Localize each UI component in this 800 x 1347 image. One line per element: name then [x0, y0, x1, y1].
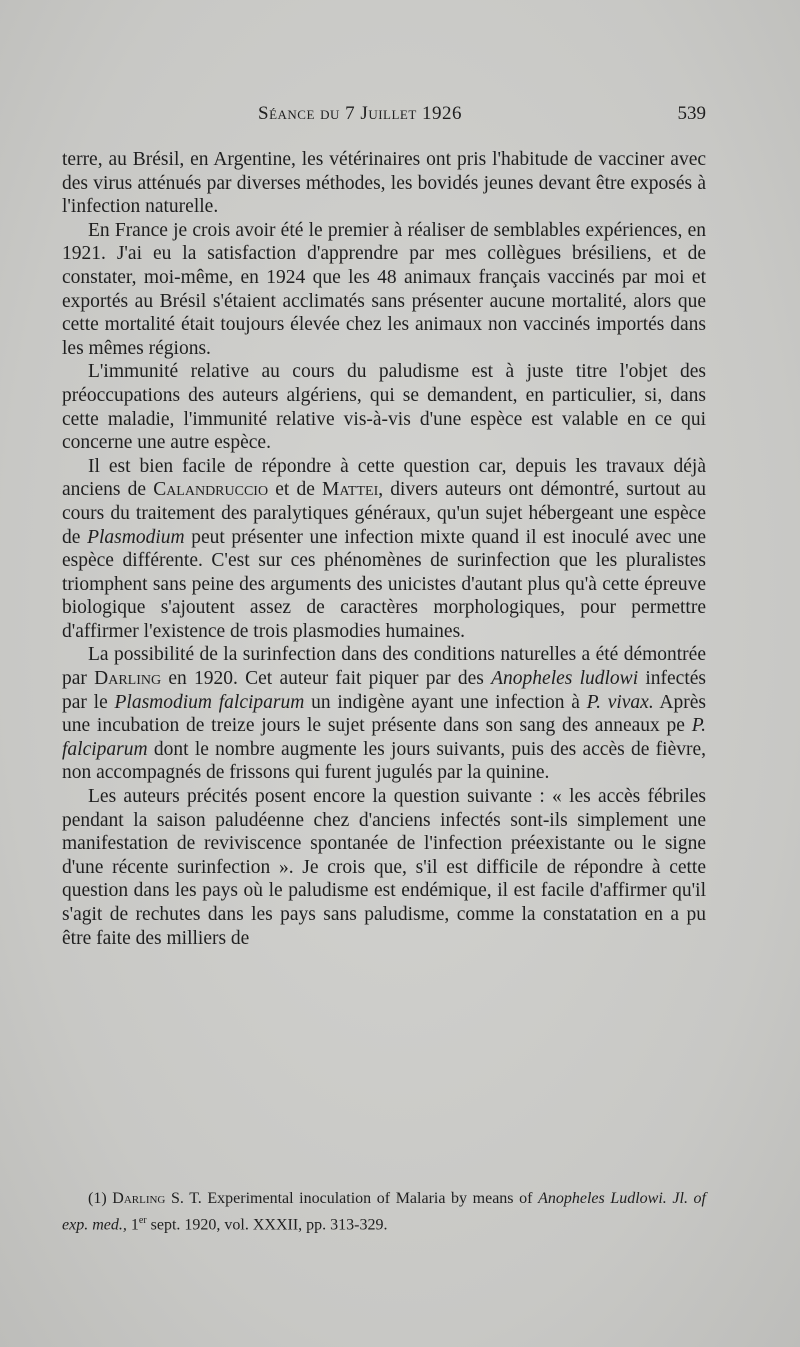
author-name-mattei: Mattei — [322, 479, 379, 501]
p5-text-c: infectés par le — [62, 668, 706, 713]
species-p-vivax: P. vivax. — [586, 691, 654, 713]
page-header — [62, 97, 706, 131]
paragraph-1: terre, au Brésil, en Argentine, les vétérinaires ont pris l'habitude de vacciner avec des virus atténués par diverses méthodes, les bovidés jeunes devant être exposés à l'infection naturelle. — [62, 149, 706, 218]
paragraph-3: L'immunité relative au cours du paludisme est à juste titre l'objet des préoccupations des auteurs algériens, qui se demandent, en particulier, si, dans cette maladie, l'immunité relative vis-à-vis d'une espèce est valable en ce qui concerne une autre espèce. — [62, 361, 706, 454]
footnote-marker: (1) — [88, 1190, 113, 1207]
footnote-author: Darling — [112, 1190, 166, 1207]
paragraph-5 — [62, 643, 706, 785]
paragraph-6: Les auteurs précités posent encore la question suivante : « les accès fébriles pendant la saison paludéenne chez d'anciens infectés sont-ils simplement une manifestation de reviviscence spontanée de l'infection préexistante ou le signe d'une récente surinfection ». Je crois que, s'il est difficile de répondre à cette question dans les pays où le paludisme est endémique, il est facile d'affirmer qu'il s'agit de rechutes dans les pays sans paludisme, comme la constatation en a pu être faite des milliers de — [62, 786, 706, 949]
p5-text-b: en 1920. Cet auteur fait piquer par des — [161, 668, 492, 690]
p5-text-f: dont le nombre augmente les jours suivants, puis des accès de fièvre, non accompagnés de frissons qui furent jugulés par la quinine. — [62, 738, 706, 784]
footnote-journal: Anopheles Ludlowi. Jl. of exp. med., — [62, 1190, 706, 1234]
species-anopheles-ludlowi: Anopheles ludlowi — [491, 668, 639, 690]
species-plasmodium-falciparum: Plasmodium falciparum — [114, 691, 305, 713]
footnote-text-a: S. T. Experimental inoculation of Malaria by means of — [165, 1190, 539, 1207]
p4-text-c: , divers auteurs ont démontré, surtout au cours du traitement des paralytiques généraux, qu'un sujet hébergeant une espèce de — [62, 479, 706, 548]
author-name-darling: Darling — [94, 668, 162, 690]
footnote-superscript: er — [138, 1215, 147, 1226]
species-p-falciparum: P. falciparum — [62, 715, 706, 760]
footnote-text-c: sept. 1920, vol. XXXII, pp. 313-329. — [146, 1216, 388, 1234]
footnote-text-b: 1 — [126, 1216, 139, 1234]
p4-text-d: peut présenter une infection mixte quand il est inoculé avec une espèce différente. C'est sur ces phénomènes de surinfection que les pluralistes triomphent sans peine des arguments des unicistes d'autant plus qu'à cette épreuve biologique s'ajoutent assez de caractères morphologiques, pour permettre d'affirmer l'existence de trois plasmodies humaines. — [62, 526, 707, 642]
p4-text-a: Il est bien facile de répondre à cette question car, depuis les travaux déjà anciens de — [62, 455, 706, 501]
footnote — [62, 1188, 706, 1236]
page-number: 539 — [677, 103, 706, 124]
p5-text-d: un indigène ayant une infection à — [304, 691, 587, 713]
paragraph-4 — [62, 455, 706, 644]
author-name-calandruccio: Calandruccio — [153, 479, 269, 501]
p5-text-e: Après une incubation de treize jours le sujet présente dans son sang des anneaux pe — [62, 691, 706, 737]
body-text — [62, 148, 706, 950]
genus-plasmodium: Plasmodium — [87, 526, 185, 548]
p5-text-a: La possibilité de la surinfection dans des conditions naturelles a été démontrée par — [62, 644, 706, 690]
paragraph-2: En France je crois avoir été le premier à réaliser de semblables expériences, en 1921. J'ai eu la satisfaction d'apprendre par mes collègues brésiliens, et de constater, moi-même, en 1924 que les 48 animaux français vaccinés par moi et exportés au Brésil s'étaient acclimatés sans présenter aucune mortalité, alors que cette mortalité était toujours élevée chez les animaux non vaccinés importés dans les mêmes régions. — [62, 219, 706, 359]
p4-text-b: et de — [268, 479, 323, 501]
running-head: Séance du 7 Juillet 1926 — [258, 103, 463, 124]
